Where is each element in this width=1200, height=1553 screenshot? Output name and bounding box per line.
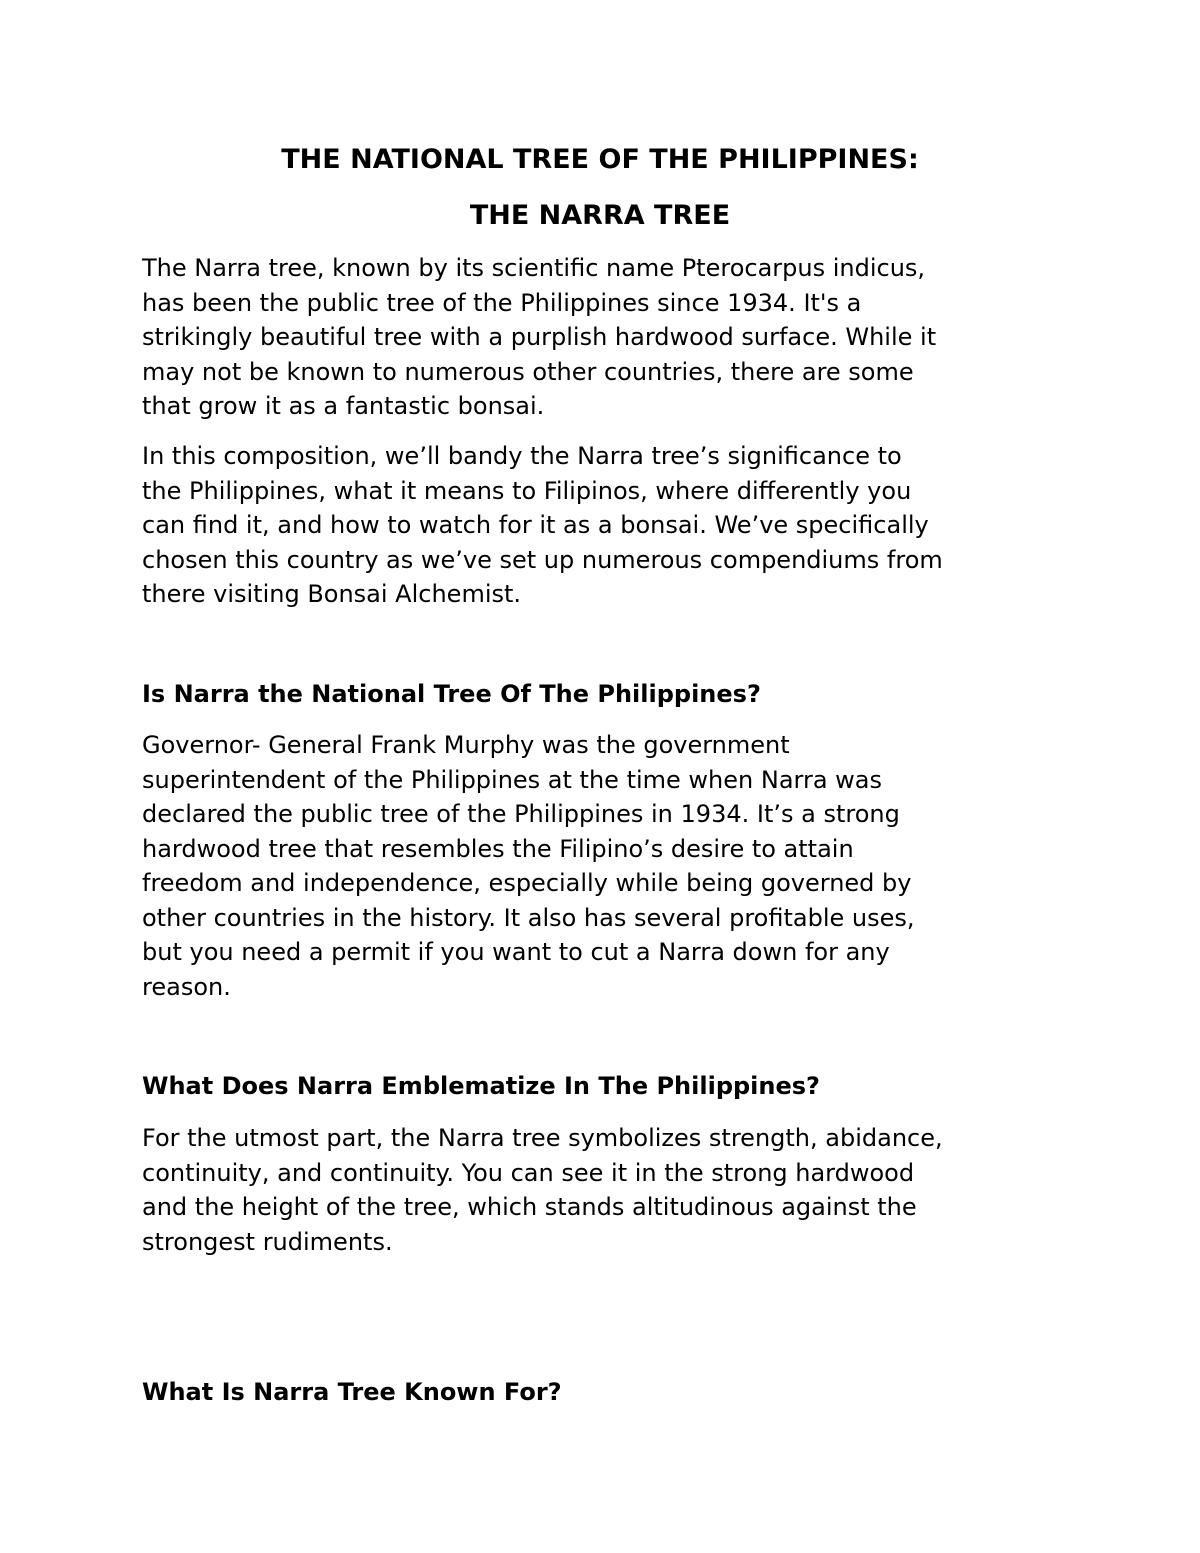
section-heading-emblematize: What Does Narra Emblematize In The Philippines? (142, 1072, 820, 1100)
paragraph-composition (142, 439, 1072, 612)
paragraph-line: freedom and independence, especially while being governed by (142, 869, 912, 897)
paragraph-line: has been the public tree of the Philippines since 1934. It's a (142, 288, 862, 317)
paragraph-line: other countries in the history. It also has several profitable uses, (142, 903, 915, 932)
section-heading-known-for: What Is Narra Tree Known For? (142, 1378, 562, 1406)
paragraph-governor (142, 728, 1072, 1004)
paragraph-line: superintendent of the Philippines at the time when Narra was (142, 765, 883, 794)
paragraph-line: chosen this country as we’ve set up numerous compendiums from (142, 545, 943, 574)
paragraph-line: hardwood tree that resembles the Filipino’s desire to attain (142, 834, 854, 863)
paragraph-line: declared the public tree of the Philippines in 1934. It’s a strong (142, 800, 900, 828)
paragraph-symbolizes (142, 1121, 1072, 1259)
paragraph-line: and the height of the tree, which stands altitudinous against the (142, 1193, 917, 1221)
paragraph-line: Governor- General Frank Murphy was the government (142, 731, 790, 759)
document-title-line-1: THE NATIONAL TREE OF THE PHILIPPINES: (281, 144, 919, 175)
paragraph-line: strongest rudiments. (142, 1227, 393, 1256)
paragraph-line: can find it, and how to watch for it as a bonsai. We’ve specifically (142, 511, 929, 539)
paragraph-line: but you need a permit if you want to cut a Narra down for any (142, 938, 890, 966)
paragraph-line: continuity, and continuity. You can see it in the strong hardwood (142, 1158, 915, 1187)
paragraph-line: For the utmost part, the Narra tree symbolizes strength, abidance, (142, 1124, 943, 1152)
section-heading-national-tree: Is Narra the National Tree Of The Philippines? (142, 680, 761, 708)
paragraph-line: reason. (142, 972, 231, 1001)
paragraph-line: the Philippines, what it means to Filipinos, where differently you (142, 476, 912, 505)
paragraph-line: that grow it as a fantastic bonsai. (142, 392, 545, 420)
paragraph-line: there visiting Bonsai Alchemist. (142, 580, 522, 608)
paragraph-line: In this composition, we’ll bandy the Narra tree’s significance to (142, 442, 902, 470)
paragraph-line: The Narra tree, known by its scientific name Pterocarpus indicus, (142, 254, 926, 282)
document-title-line-2: THE NARRA TREE (469, 200, 731, 231)
paragraph-line: strikingly beautiful tree with a purplish hardwood surface. While it (142, 323, 937, 351)
paragraph-line: may not be known to numerous other countries, there are some (142, 357, 914, 386)
paragraph-intro (142, 251, 1072, 424)
